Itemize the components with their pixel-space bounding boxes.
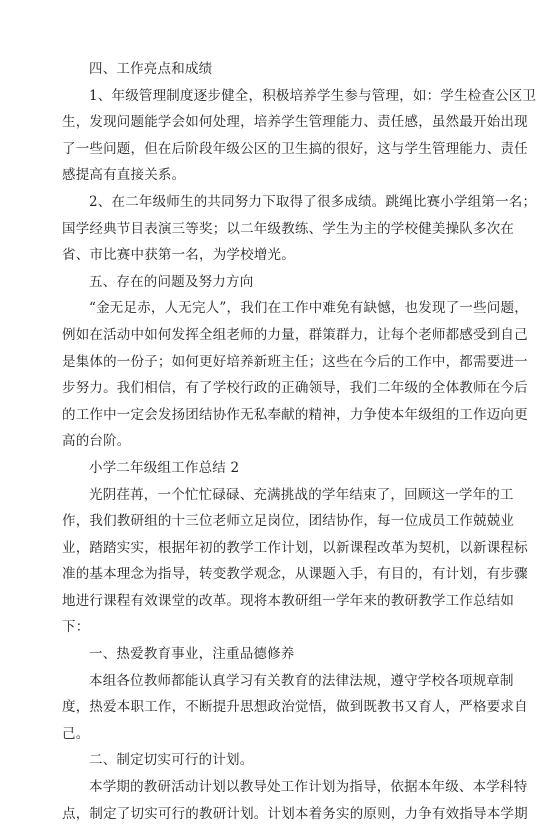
text-line: 地进行课程有效课堂的改革。现将本教研组一学年来的教研教学工作总结如 [62, 592, 515, 609]
text-line: 光阴荏苒，一个忙忙碌碌、充满挑战的学年结束了，回顾这一学年的工 [89, 486, 514, 503]
text-line: 生，发现问题能学会如何处理，培养学生管理能力、责任感，虽然最开始出现 [62, 114, 528, 131]
text-line: 是集体的一份子；如何更好培养新班主任；这些在今后的工作中，都需要进一 [62, 353, 528, 370]
text-line: 度，热爱本职工作，不断提升思想政治觉悟，做到既教书又育人，严格要求自 [62, 699, 528, 716]
text-line: 本学期的教研活动计划以教导处工作计划为指导，依据本年级、本学科特 [89, 779, 528, 796]
text-line: 2、在二年级师生的共同努力下取得了很多成绩。跳绳比赛小学组第一名； [89, 193, 536, 210]
text-line: 高的台阶。 [62, 433, 131, 450]
text-line: 一、热爱教育事业，注重品德修养 [89, 646, 295, 663]
document-page [62, 56, 536, 827]
text-line: “金无足赤，人无完人”，我们在工作中难免有缺憾，也发现了一些问题， [89, 300, 528, 317]
text-line: 了一些问题，但在后阶段年级公区的卫生搞的很好，这与学生管理能力、责任 [62, 140, 528, 157]
text-line: 准的基本理念为指导，转变教学观念，从课题入手，有目的，有计划，有步骤 [62, 566, 528, 583]
text-line: 省、市比赛中获第一名，为学校增光。 [62, 247, 295, 264]
text-line: 点，制定了切实可行的教研计划。计划本着务实的原则，力争有效指导本学期 [62, 805, 528, 822]
text-line: 1、年级管理制度逐步健全，积极培养学生参与管理，如：学生检查公区卫 [89, 87, 536, 104]
text-line: 国学经典节目表演三等奖；以二年级教练、学生为主的学校健美操队多次在 [62, 220, 515, 237]
text-line: 四、工作亮点和成绩 [89, 61, 213, 77]
text-line: 例如在活动中如何发挥全组老师的力量，群策群力，让每个老师都感受到自己 [62, 326, 528, 343]
text-line: 五、存在的问题及努力方向 [89, 273, 254, 290]
text-line: 己。 [62, 725, 90, 742]
text-line: 下： [62, 619, 90, 636]
text-line: 小学二年级组工作总结 2 [89, 459, 240, 476]
text-line: 业，踏踏实实，根据年初的教学工作计划，以新课程改革为契机，以新课程标 [62, 539, 528, 556]
text-line: 感提高有直接关系。 [62, 167, 186, 184]
text-line: 二、制定切实可行的计划。 [89, 752, 254, 769]
text-line: 作，我们教研组的十三位老师立足岗位，团结协作，每一位成员工作兢兢业 [62, 513, 515, 530]
text-line: 本组各位教师都能认真学习有关教育的法律法规，遵守学校各项规章制 [89, 672, 514, 689]
text-line: 步努力。我们相信，有了学校行政的正确领导，我们二年级的全体教师在今后 [62, 380, 528, 397]
text-line: 的工作中一定会发扬团结协作无私奉献的精神，力争使本年级组的工作迈向更 [62, 406, 528, 423]
